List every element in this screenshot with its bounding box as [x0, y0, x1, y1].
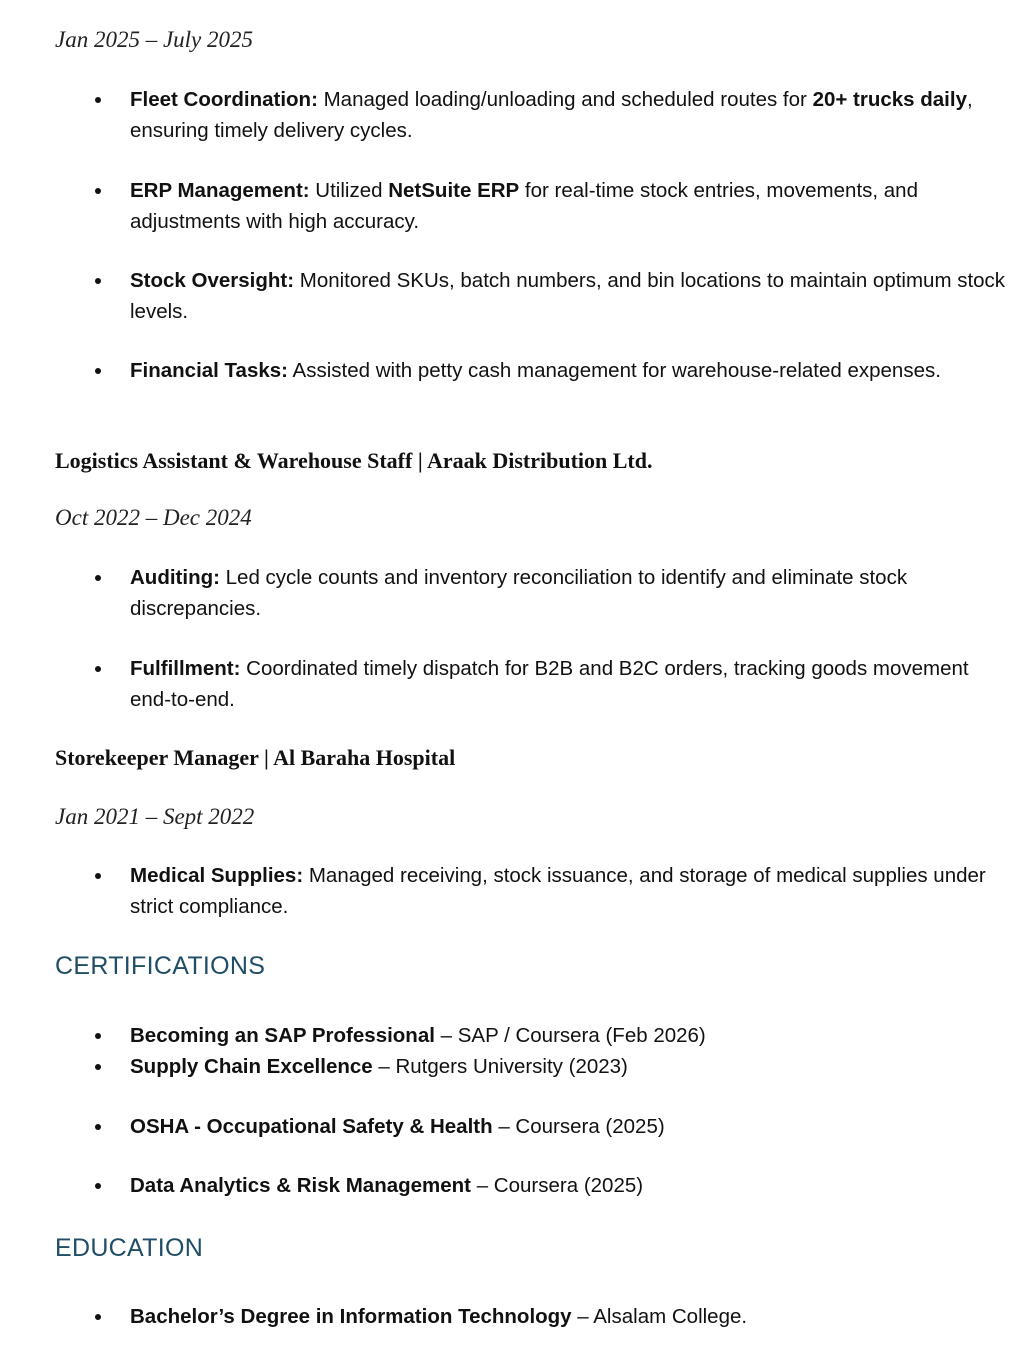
bold-label: Fleet Coordination: [130, 88, 318, 111]
bullet-item [130, 355, 1010, 386]
bold-label: Bachelor’s Degree in Information Technology [130, 1305, 572, 1328]
bold-label: Fulfillment: [130, 657, 241, 680]
section-heading-certifications: CERTIFICATIONS [55, 952, 266, 980]
date-range: Jan 2025 – July 2025 [55, 27, 254, 52]
job-title: Logistics Assistant & Warehouse Staff | Araak Distribution Ltd. [55, 448, 653, 473]
bullet-item [130, 84, 1010, 146]
certification-item [130, 1051, 1010, 1082]
date-range: Jan 2021 – Sept 2022 [55, 804, 255, 829]
bold-label: 20+ trucks daily [812, 88, 967, 111]
certification-item [130, 1020, 1010, 1051]
text-segment: – SAP / Coursera (Feb 2026) [434, 1024, 706, 1047]
date-range: Oct 2022 – Dec 2024 [55, 505, 252, 530]
text-segment: – Alsalam College. [571, 1305, 748, 1328]
text-segment: Utilized [309, 179, 389, 202]
bold-label: Financial Tasks: [130, 359, 288, 382]
bullet-item [130, 562, 1010, 624]
text-segment: for real-time stock entries, movements, and adjustments with high accuracy. [130, 179, 918, 233]
bold-label: Stock Oversight: [130, 269, 295, 292]
text-segment: Coordinated timely dispatch for B2B and B2C orders, tracking goods movement end-to-end. [130, 657, 969, 711]
text-segment: – Coursera (2025) [471, 1174, 644, 1197]
bold-label: Data Analytics & Risk Management [130, 1174, 472, 1197]
text-segment: – Rutgers University (2023) [372, 1055, 628, 1078]
bold-label: Auditing: [130, 566, 220, 589]
certification-item [130, 1170, 1010, 1201]
bullet-item [130, 860, 1010, 922]
section-heading-education: EDUCATION [55, 1234, 204, 1262]
bullet-item [130, 265, 1010, 327]
bold-label: OSHA - Occupational Safety & Health [130, 1115, 493, 1138]
bullet-item [130, 653, 1010, 715]
bold-label: Medical Supplies: [130, 864, 304, 887]
text-segment: Managed receiving, stock issuance, and storage of medical supplies under strict compliance. [130, 864, 986, 918]
bold-label: Becoming an SAP Professional [130, 1024, 435, 1047]
bold-label: ERP Management: [130, 179, 310, 202]
job-title: Storekeeper Manager | Al Baraha Hospital [55, 745, 456, 770]
text-segment: Managed loading/unloading and scheduled routes for [317, 88, 813, 111]
text-segment: – Coursera (2025) [492, 1115, 665, 1138]
bullet-item [130, 175, 1010, 237]
bold-label: NetSuite ERP [388, 179, 520, 202]
text-segment: Assisted with petty cash management for warehouse-related expenses. [287, 359, 941, 382]
education-item [130, 1301, 1010, 1332]
text-segment: Led cycle counts and inventory reconciliation to identify and eliminate stock discrepancies. [130, 566, 908, 620]
bold-label: Supply Chain Excellence [130, 1055, 373, 1078]
text-segment: Monitored SKUs, batch numbers, and bin locations to maintain optimum stock levels. [130, 269, 1006, 323]
text-segment: , ensuring timely delivery cycles. [130, 88, 973, 142]
certification-item [130, 1111, 1010, 1142]
